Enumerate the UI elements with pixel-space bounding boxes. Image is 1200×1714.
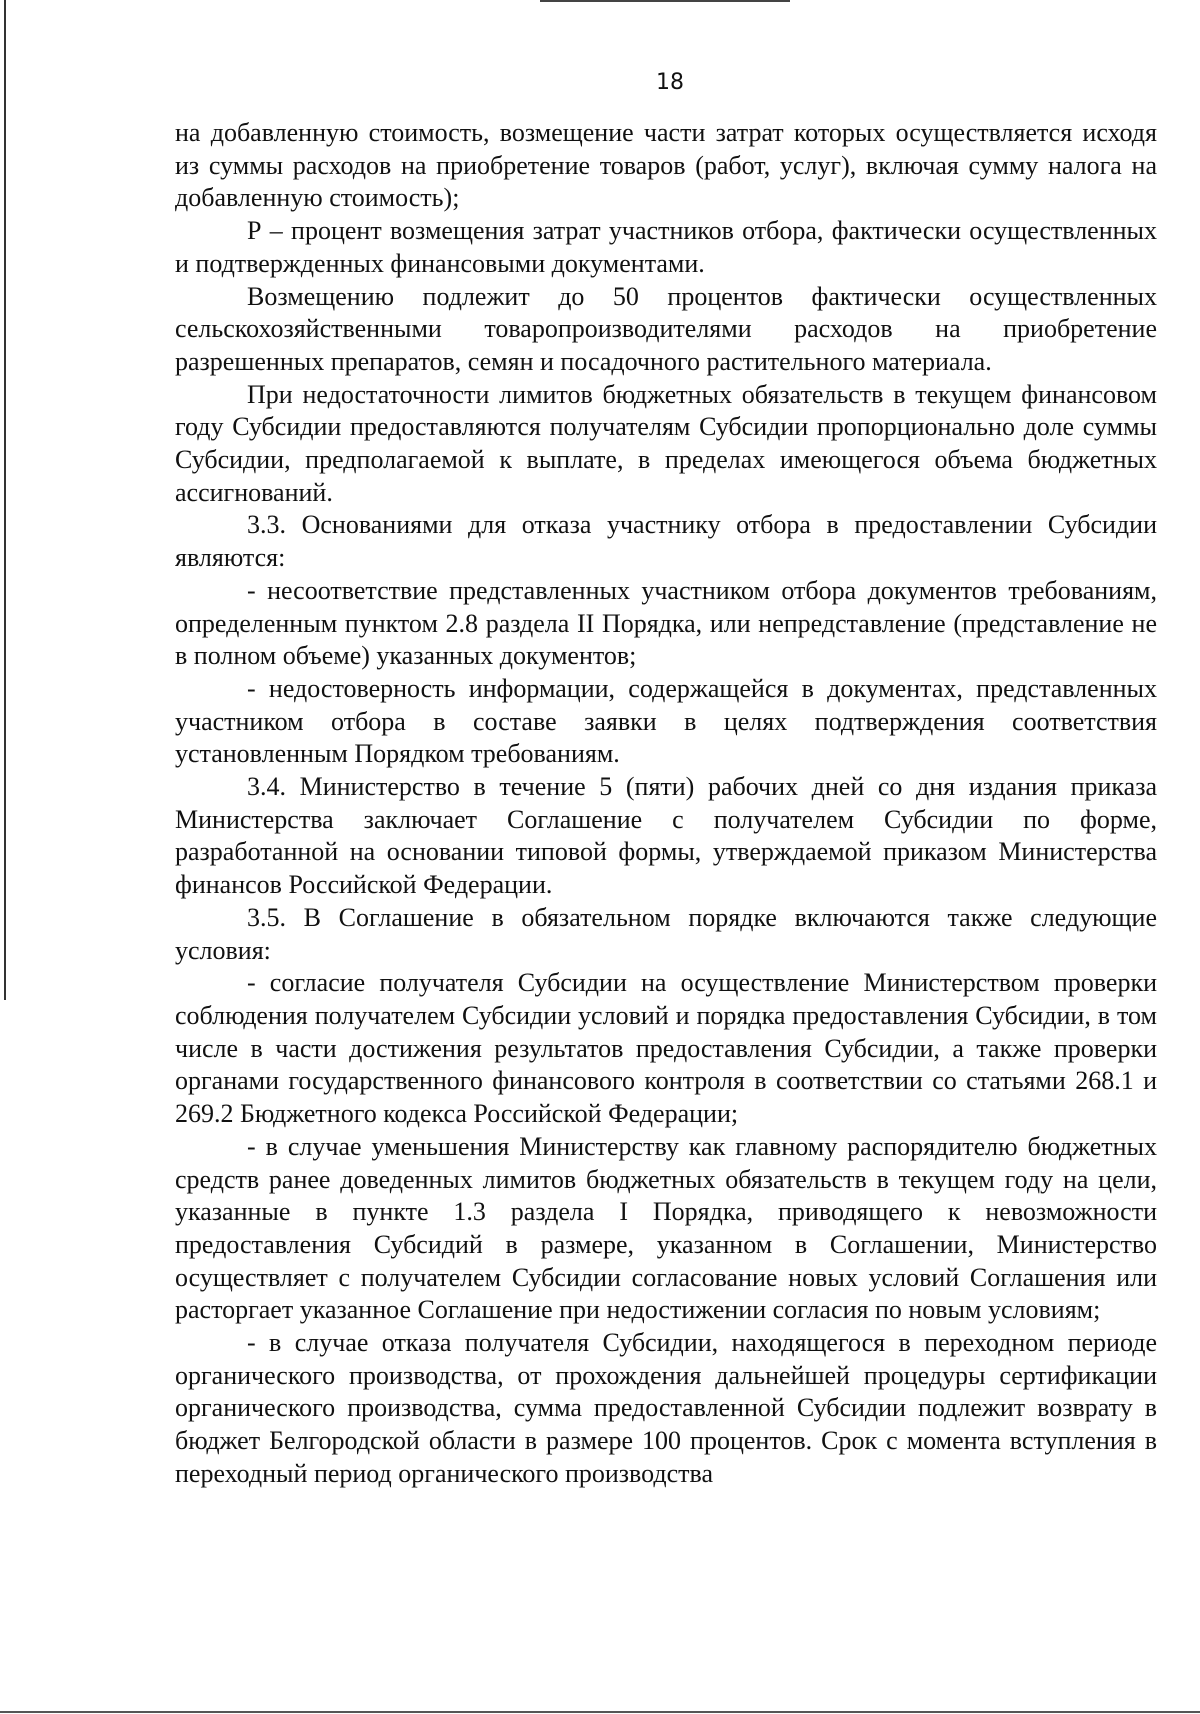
- list-item: - недостоверность информации, содержащейся в документах, представленных участником отбора в составе заявки в целях подтверждения соответствия установленным Порядком требованиям.: [175, 673, 1157, 769]
- section-3-3: 3.3. Основаниями для отказа участнику отбора в предоставлении Субсидии являются:: [175, 510, 1157, 573]
- paragraph: Возмещению подлежит до 50 процентов фактически осуществленных сельскохозяйственными товаропроизводителями расходов на приобретение разрешенных препаратов, семян и посадочного растительного материала.: [175, 281, 1157, 376]
- list-item: - в случае отказа получателя Субсидии, находящегося в переходном периоде органического производства, от прохождения дальнейшей процедуры сертификации органического производства, сумма предоставленной Субсидии подлежит возврату в бюджет Белгородской области в размере 100 процентов. Срок с момента вступления в переходный период органического производства: [175, 1328, 1157, 1488]
- scan-edge-top: [540, 0, 790, 2]
- list-item: - в случае уменьшения Министерству как главному распорядителю бюджетных средств ранее доведенных лимитов бюджетных обязательств в текущем году на цели, указанные в пункте 1.3 раздела I Порядка, приводящего к невозможности предоставления Субсидий в размере, указанном в Соглашении, Министерство осуществляет с получателем Субсидии согласование новых условий Соглашения или расторгает указанное Соглашение при недостижении согласия по новым условиям;: [175, 1131, 1157, 1325]
- list-item: - согласие получателя Субсидии на осуществление Министерством проверки соблюдения получателем Субсидии условий и порядка предоставления Субсидии, в том числе в части достижения результатов предоставления Субсидии, а также проверки органами государственного финансового контроля в соответствии со статьями 268.1 и 269.2 Бюджетного кодекса Российской Федерации;: [175, 968, 1157, 1129]
- paragraph: При недостаточности лимитов бюджетных обязательств в текущем финансовом году Субсидии предоставляются получателям Субсидии пропорционально доле суммы Субсидии, предполагаемой к выплате, в пределах имеющегося объема бюджетных ассигнований.: [175, 379, 1157, 507]
- scan-edge-bottom: [0, 1711, 1200, 1713]
- section-3-5: 3.5. В Соглашение в обязательном порядке включаются также следующие условия:: [175, 902, 1157, 965]
- paragraph: Р – процент возмещения затрат участников отбора, фактически осуществленных и подтвержденных финансовыми документами.: [175, 216, 1157, 278]
- section-3-4: 3.4. Министерство в течение 5 (пяти) рабочих дней со дня издания приказа Министерства заключает Соглашение с получателем Субсидии по форме, разработанной на основании типовой формы, утверждаемой приказом Министерства финансов Российской Федерации.: [175, 772, 1157, 900]
- paragraph: на добавленную стоимость, возмещение части затрат которых осуществляется исходя из суммы расходов на приобретение товаров (работ, услуг), включая сумму налога на добавленную стоимость);: [175, 118, 1157, 213]
- list-item: - несоответствие представленных участником отбора документов требованиям, определенным пунктом 2.8 раздела II Порядка, или непредставление (представление не в полном объеме) указанных документов;: [175, 575, 1157, 671]
- page-number: 18: [656, 70, 684, 95]
- document-body: [175, 117, 1157, 1491]
- scan-edge-left: [4, 0, 6, 1000]
